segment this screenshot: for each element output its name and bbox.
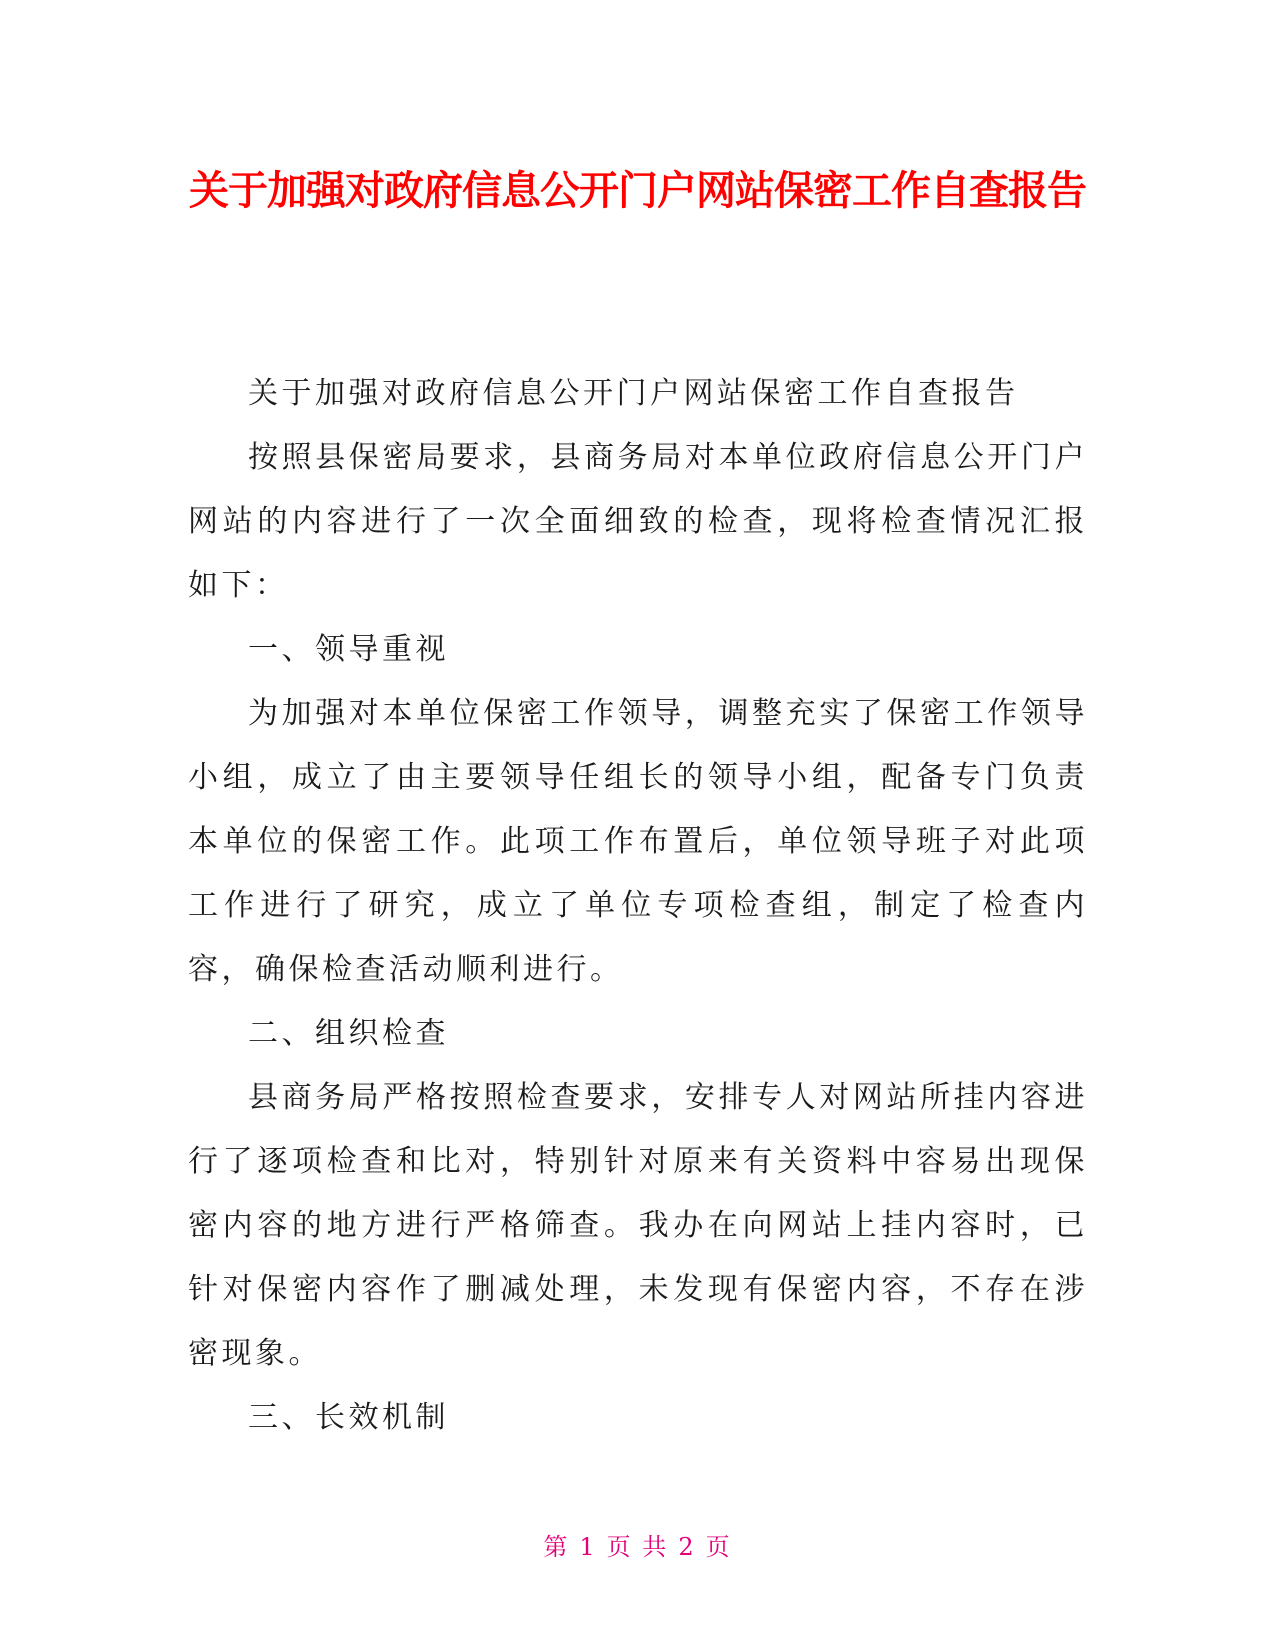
document-body (188, 362, 1088, 1450)
footer-page-total: 2 (678, 1533, 696, 1561)
body-paragraph-heading: 关于加强对政府信息公开门户网站保密工作自查报告 (248, 376, 1019, 411)
footer-prefix: 第 (543, 1533, 570, 1561)
section-heading-1: 一、领导重视 (248, 632, 449, 667)
body-paragraph-leadership: 为加强对本单位保密工作领导，调整充实了保密工作领导小组，成立了由主要领导任组长的领导小组，配备专门负责本单位的保密工作。此项工作布置后，单位领导班子对此项工作进行了研究，成立了单位专项检查组，制定了检查内容，确保检查活动顺利进行。 (188, 696, 1088, 987)
body-paragraph-inspection: 县商务局严格按照检查要求，安排专人对网站所挂内容进行了逐项检查和比对，特别针对原来有关资料中容易出现保密内容的地方进行严格筛查。我办在向网站上挂内容时，已针对保密内容作了删减处理，未发现有保密内容，不存在涉密现象。 (188, 1080, 1088, 1371)
footer-middle: 页 共 (606, 1533, 669, 1561)
section-heading-3: 三、长效机制 (248, 1400, 449, 1435)
section-heading-2: 二、组织检查 (248, 1016, 449, 1051)
document-title: 关于加强对政府信息公开门户网站保密工作自查报告 (189, 168, 1086, 214)
footer-page-current: 1 (579, 1533, 597, 1561)
footer-suffix: 页 (705, 1533, 732, 1561)
body-paragraph-intro: 按照县保密局要求，县商务局对本单位政府信息公开门户网站的内容进行了一次全面细致的检查，现将检查情况汇报如下： (188, 440, 1088, 603)
page-footer (0, 1532, 1275, 1562)
